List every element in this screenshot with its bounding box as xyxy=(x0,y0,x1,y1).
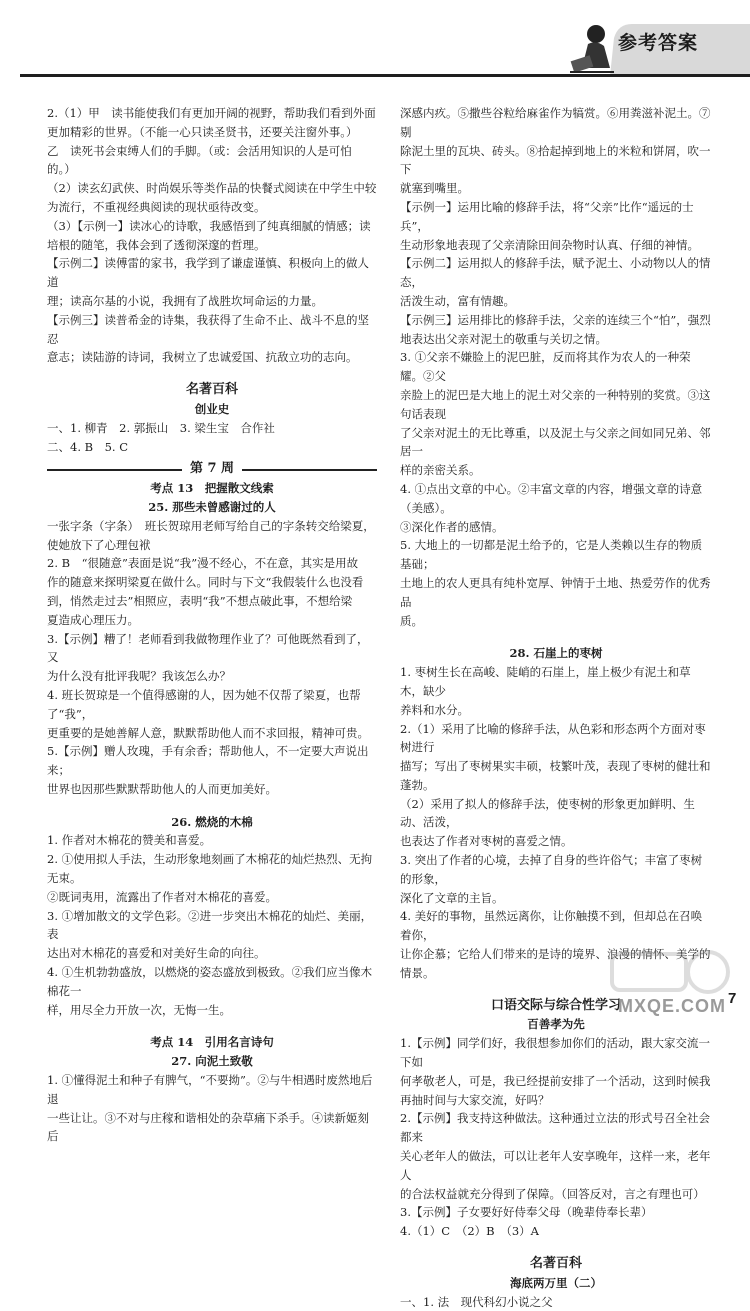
answer-line: 2. B “很随意”表面是说“我”漫不经心，不在意，其实是用故 xyxy=(47,556,359,571)
answer-line: 质。 xyxy=(400,613,423,628)
answer-line: 2.（1）采用了比喻的修辞手法，从色彩和形态两个方面对枣树进行 xyxy=(400,721,706,755)
answer-line: 培根的随笔，我体会到了透彻深邃的哲理。 xyxy=(47,237,266,252)
answer-line: 一张字条（字条） 班长贺琼用老师写给自己的字条转交给梁夏， xyxy=(47,518,375,533)
answer-line: 理；读高尔基的小说，我拥有了战胜坎坷命运的力量。 xyxy=(47,293,323,308)
answer-line: 【示例三】运用排比的修辞手法，父亲的连续三个“怕”，强烈 xyxy=(400,312,711,327)
page-header xyxy=(0,0,750,108)
answer-line: 4. 美好的事物，虽然远离你，让你触摸不到，但却总在召唤着你， xyxy=(400,909,703,943)
answer-line: 一、1. 法 现代科幻小说之父 xyxy=(400,1294,553,1309)
answer-line: （2）读玄幻武侠、时尚娱乐等类作品的快餐式阅读在中学生中较 xyxy=(47,181,377,196)
answer-line: 二、4. B 5. C xyxy=(47,439,129,454)
section-title: 百善孝为先 xyxy=(527,1017,585,1032)
answer-line: （2）采用了拟人的修辞手法，使枣树的形象更加鲜明、生动、活泼， xyxy=(400,796,695,830)
answer-line: 1. 枣树生长在高峻、陡峭的石崖上，崖上极少有泥土和草木，缺少 xyxy=(400,665,691,698)
answer-line: 为什么没有批评我呢？我该怎么办？ xyxy=(47,669,231,684)
left-top-answers xyxy=(47,104,377,367)
section-title: 海底两万里（二） xyxy=(510,1275,602,1290)
answer-line: 1. ①懂得泥土和种子有脾气，“不要拗”。②与牛相遇时废然地后退 xyxy=(47,1073,373,1106)
answer-line: 情景。 xyxy=(400,965,435,980)
answer-line: 1. 作者对木棉花的赞美和喜爱。 xyxy=(47,833,212,848)
answer-line: 的。） xyxy=(47,162,76,177)
answer-line: 【示例二】运用拟人的修辞手法，赋予泥土、小动物以人的情态， xyxy=(400,256,711,290)
answer-line: 达出对木棉花的喜爱和对美好生命的向往。 xyxy=(47,946,266,961)
answer-line: ③深化作者的感情。 xyxy=(400,519,504,534)
week-divider xyxy=(47,460,377,479)
section-title: 创业史 xyxy=(194,401,230,416)
answer-line: 作的随意来探明梁夏在做什么。同时与下文“我假装什么也没看 xyxy=(47,575,364,590)
page-number: 7 xyxy=(728,990,737,1007)
exam-point-heading: 考点 13 把握散文线索 xyxy=(150,481,274,496)
answer-line: 3. ①增加散文的文学色彩。②进一步突出木棉花的灿烂、美丽，表 xyxy=(47,908,373,942)
watermark-text: MXQE.COM xyxy=(618,996,727,1016)
exam-point-heading: 考点 14 引用名言诗句 xyxy=(150,1035,274,1050)
answer-line: 4.（1）C （2）B （3）A xyxy=(400,1224,539,1239)
answer-line: 1.【示例】同学们好，我很想参加你们的活动，跟大家交流一下如 xyxy=(400,1036,710,1070)
answer-line: 2.（1）甲 读书能使我们有更加开阔的视野，帮助我们看到外面 xyxy=(47,106,376,120)
right-column xyxy=(400,104,712,1311)
answer-line: 描写；写出了枣树果实丰硕，枝繁叶茂，表现了枣树的健壮和蓬勃。 xyxy=(400,759,711,792)
answer-line: 深感内疚。⑤撒些谷粒给麻雀作为犒赏。⑥用粪滋补泥土。⑦剔 xyxy=(400,106,711,139)
section-heading: 口语交际与综合性学习 xyxy=(490,997,621,1013)
answer-line: 【示例一】运用比喻的修辞手法，将“父亲”比作“遥远的士兵”， xyxy=(400,199,694,233)
answer-line: 4. ①点出文章的中心。②丰富文章的内容，增强文章的诗意（美感）。 xyxy=(400,481,703,515)
answer-line: 样的亲密关系。 xyxy=(400,463,481,478)
section-heading: 名著百科 xyxy=(529,1256,582,1272)
left-column xyxy=(47,104,377,1146)
answer-line: 就塞到嘴里。 xyxy=(400,181,469,196)
answer-line: 【示例三】读普希金的诗集，我获得了生命不止、战斗不息的坚忍 xyxy=(47,312,369,346)
answer-line: 更重要的是她善解人意，默默帮助他人而不求回报，精神可贵。 xyxy=(47,725,369,740)
answer-line: 了父亲对泥土的无比尊重，以及泥土与父亲之间如同兄弟、邻居一 xyxy=(400,425,711,459)
answer-line: 3. 突出了作者的心境，去掉了自身的些许俗气；丰富了枣树的形象， xyxy=(400,853,703,886)
answer-line: 夏造成心理压力。 xyxy=(47,612,139,627)
answer-line: 2.【示例】我支持这种做法。这种通过立法的形式号召全社会都来 xyxy=(400,1111,710,1145)
answer-line: 的合法权益就充分得到了保障。（回答反对，言之有理也可） xyxy=(400,1186,705,1201)
header-title: 参考答案 xyxy=(618,32,699,54)
article-title: 26. 燃烧的木棉 xyxy=(171,814,253,829)
article-title: 28. 石崖上的枣树 xyxy=(509,646,603,661)
answer-line: 养料和水分。 xyxy=(400,702,469,717)
article-title: 25. 那些未曾感谢过的人 xyxy=(148,499,276,514)
answer-line: 让你企慕；它给人们带来的是诗的境界、浪漫的情怀、美学的 xyxy=(400,947,711,962)
answer-line: 4. 班长贺琼是一个值得感谢的人，因为她不仅帮了梁夏，也帮了“我”， xyxy=(47,687,361,721)
answer-line: 亲脸上的泥巴是大地上的泥土对父亲的一种特别的奖赏。③这句话表现 xyxy=(400,387,711,421)
answer-line: 何孝敬老人，可是，我已经提前安排了一个活动，这到时候我 xyxy=(400,1073,711,1088)
answer-line: 除泥土里的瓦块、砖头。⑧拾起掉到地上的米粒和饼屑，吹一下 xyxy=(400,143,711,177)
answer-line: 世界也因那些默默帮助他人的人而更加美好。 xyxy=(47,781,277,796)
week-label: 第 7 周 xyxy=(189,461,235,477)
answer-line: 更加精彩的世界。（不能一心只读圣贤书，还要关注窗外事。） xyxy=(47,124,358,139)
reading-girl-mascot-icon xyxy=(566,22,618,78)
section-heading: 名著百科 xyxy=(185,382,238,398)
answer-line: 乙 读死书会束缚人们的手脚。（或：会活用知识的人是可怕 xyxy=(47,143,352,158)
answer-line: 深化了文章的主旨。 xyxy=(400,890,504,905)
answer-line: 5. 大地上的一切都是泥土给予的，它是人类赖以生存的物质基础； xyxy=(400,538,703,572)
answer-line: 一、1. 柳青 2. 郭振山 3. 梁生宝 合作社 xyxy=(47,420,275,435)
answer-line: ②既词夷用，流露出了作者对木棉花的喜爱。 xyxy=(47,889,277,904)
answer-line: 3.【示例】子女要好好侍奉父母（晚辈侍奉长辈） xyxy=(400,1205,653,1220)
answer-line: 到，悄然走过去”相照应，表明“我”不想点破此事，不想给梁 xyxy=(47,593,353,608)
answer-line: 样，用尽全力开放一次，无悔一生。 xyxy=(47,1002,231,1017)
answer-line: 为流行，不重视经典阅读的现状亟待改变。 xyxy=(47,199,266,214)
answer-line: 生动形象地表现了父亲清除田间杂物时认真、仔细的神情。 xyxy=(400,237,699,252)
answer-line: 3.【示例】糟了！老师看到我做物理作业了？可他既然看到了，又 xyxy=(47,631,369,665)
answer-line: 4. ①生机勃勃盛放，以燃烧的姿态盛放到极致。②我们应当像木棉花一 xyxy=(47,965,373,998)
answer-line: 地表达出父亲对泥土的敬重与关切之情。 xyxy=(400,331,607,346)
answer-line: 土地上的农人更具有纯朴宽厚、钟情于土地、热爱劳作的优秀品 xyxy=(400,575,711,609)
answer-line: 活泼生动，富有情趣。 xyxy=(400,293,515,308)
answer-line: 一些让让。③不对与庄稼和谐相处的杂草痛下杀手。④读新姬刻后 xyxy=(47,1110,369,1144)
answer-line: 【示例二】读傅雷的家书，我学到了谦虚谨慎、积极向上的做人道 xyxy=(47,256,369,290)
answer-line: 再抽时间与大家交流，好吗？ xyxy=(400,1092,550,1107)
answer-line: 使她放下了心理包袱 xyxy=(47,537,151,552)
answer-line: 意志；读陆游的诗词，我树立了忠诚爱国、抗敌立功的志向。 xyxy=(47,350,358,365)
header-rule xyxy=(20,74,750,77)
answer-line: 关心老年人的做法，可以让老年人安享晚年，这样一来，老年人 xyxy=(400,1149,711,1182)
answer-line: 2. ①使用拟人手法，生动形象地刻画了木棉花的灿烂热烈、无拘无束。 xyxy=(47,852,373,886)
answer-line: （3）【示例一】读冰心的诗歌，我感悟到了纯真细腻的情感；读 xyxy=(47,218,371,233)
answer-line: 5.【示例】赠人玫瑰，手有余香；帮助他人，不一定要大声说出来； xyxy=(47,744,369,778)
article-title: 27. 向泥土致敬 xyxy=(171,1054,253,1069)
answer-line: 3. ①父亲不嫌脸上的泥巴脏，反而将其作为农人的一种荣耀。②父 xyxy=(400,350,691,384)
answer-line: 也表达了作者对枣树的喜爱之情。 xyxy=(400,834,573,849)
